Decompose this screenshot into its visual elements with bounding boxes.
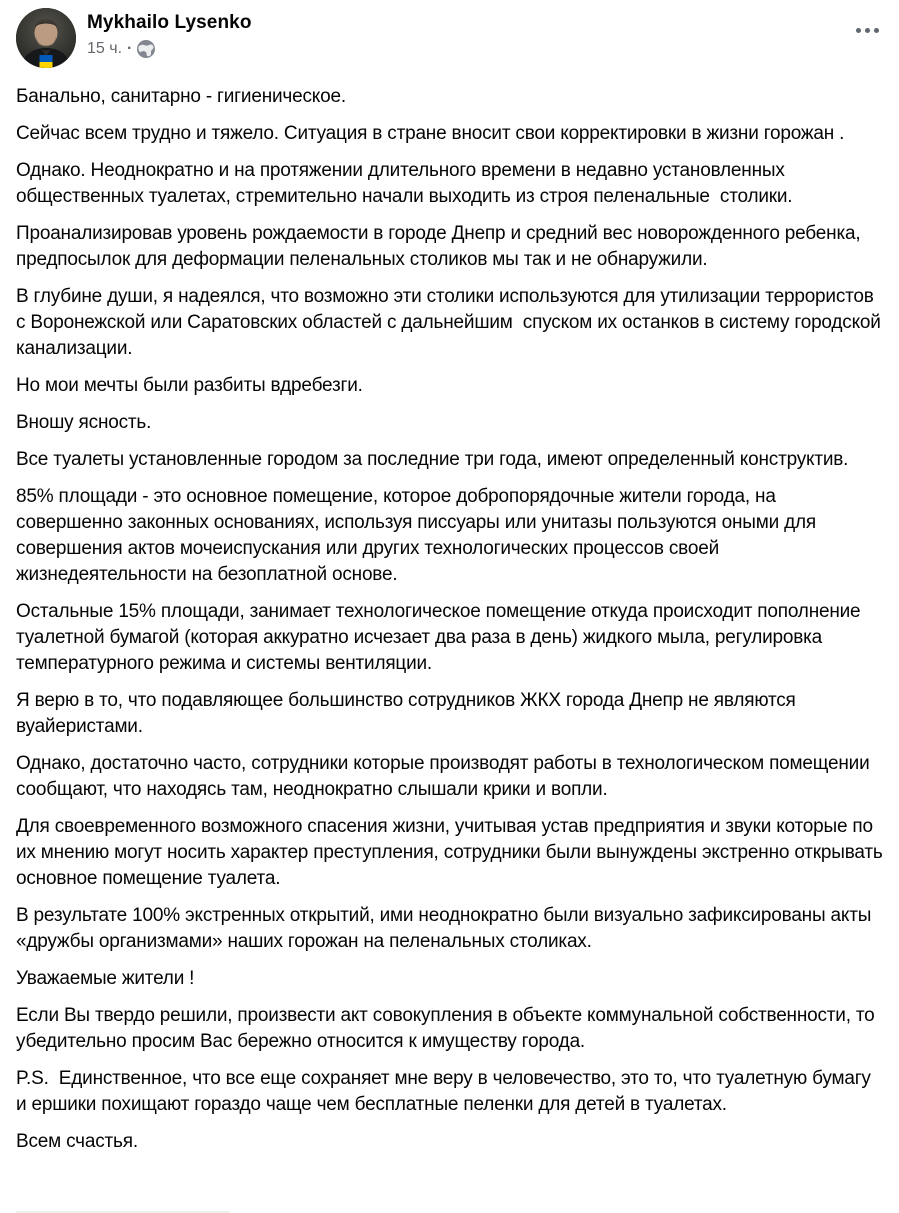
post-paragraph: Остальные 15% площади, занимает технологическое помещение откуда происходит пополнение туалетной бумагой (которая аккуратно исчезает два раза в день) жидкого мыла, регулировка температурного режима и системы вентиляции.	[16, 601, 866, 674]
post-paragraph: P.S. Единственное, что все еще сохраняет мне веру в человечество, это то, что туалетную бумагу и ершики похищают гораздо чаще чем бесплатные пеленки для детей в туалетах.	[16, 1068, 876, 1115]
post-paragraph: Если Вы твердо решили, произвести акт совокупления в объекте коммунальной собственности, то убедительно просим Вас бережно относится к имуществу города.	[16, 1005, 880, 1052]
post-paragraph: Однако. Неоднократно и на протяжении длительного времени в недавно установленных общественных туалетах, стремительно начали выходить из строя пеленальные столики.	[16, 160, 793, 207]
author-name[interactable]: Mykhailo Lysenko	[87, 12, 252, 33]
post-paragraph: Однако, достаточно часто, сотрудники которые производят работы в технологическом помещении сообщают, что находясь там, неоднократно слышали крики и вопли.	[16, 753, 875, 800]
ellipsis-icon	[865, 28, 870, 33]
post-paragraph: Для своевременного возможного спасения жизни, учитывая устав предприятия и звуки которые по их мнению могут носить характер преступления, сотрудники были вынуждены экстренно открывать основное помещение туалета.	[16, 816, 888, 889]
post-paragraph: Вношу ясность.	[16, 412, 152, 433]
post-paragraph: Сейчас всем трудно и тяжело. Ситуация в стране вносит свои корректировки в жизни горожан .	[16, 123, 845, 144]
post-paragraph: Но мои мечты были разбиты вдребезги.	[16, 375, 363, 396]
post-paragraph: 85% площади - это основное помещение, которое добропорядочные жители города, на совершенно законных основаниях, используя писсуары или унитазы пользуются оными для совершения актов мочеиспускания или других технологических процессов своей жизнедеятельности на безоплатной основе.	[16, 486, 822, 585]
ellipsis-icon	[874, 28, 879, 33]
post-header	[16, 8, 883, 68]
post-paragraph: Банально, санитарно - гигиеническое.	[16, 86, 346, 107]
globe-icon	[137, 40, 155, 58]
post-meta	[87, 39, 252, 59]
timestamp[interactable]: 15 ч.	[87, 40, 123, 57]
avatar[interactable]	[16, 8, 76, 68]
profile-photo-icon	[16, 8, 76, 68]
post-menu-button[interactable]	[845, 10, 889, 50]
post-paragraph: В результате 100% экстренных открытий, ими неоднократно были визуально зафиксированы акты «дружбы организмами» наших горожан на пеленальных столиках.	[16, 905, 877, 952]
post-paragraph: Я верю в то, что подавляющее большинство сотрудников ЖКХ города Днепр не являются вуайеристами.	[16, 690, 801, 737]
post-text	[16, 84, 888, 1155]
ellipsis-icon	[856, 28, 861, 33]
post-paragraph: Всем счастья.	[16, 1131, 138, 1152]
post-paragraph: В глубине души, я надеялся, что возможно эти столики используются для утилизации террористов с Воронежской или Саратовских областей с дальнейшим спуском их останков в систему городской канализации.	[16, 286, 886, 359]
meta-separator: ·	[127, 40, 133, 57]
post-paragraph: Все туалеты установленные городом за последние три года, имеют определенный конструктив.	[16, 449, 849, 470]
post-paragraph: Уважаемые жители !	[16, 968, 195, 989]
ukraine-flag-icon	[40, 55, 53, 68]
post-paragraph: Проанализировав уровень рождаемости в городе Днепр и средний вес новорожденного ребенка, предпосылок для деформации пеленальных столиков мы так и не обнаружили.	[16, 223, 866, 270]
header-info	[87, 8, 252, 59]
